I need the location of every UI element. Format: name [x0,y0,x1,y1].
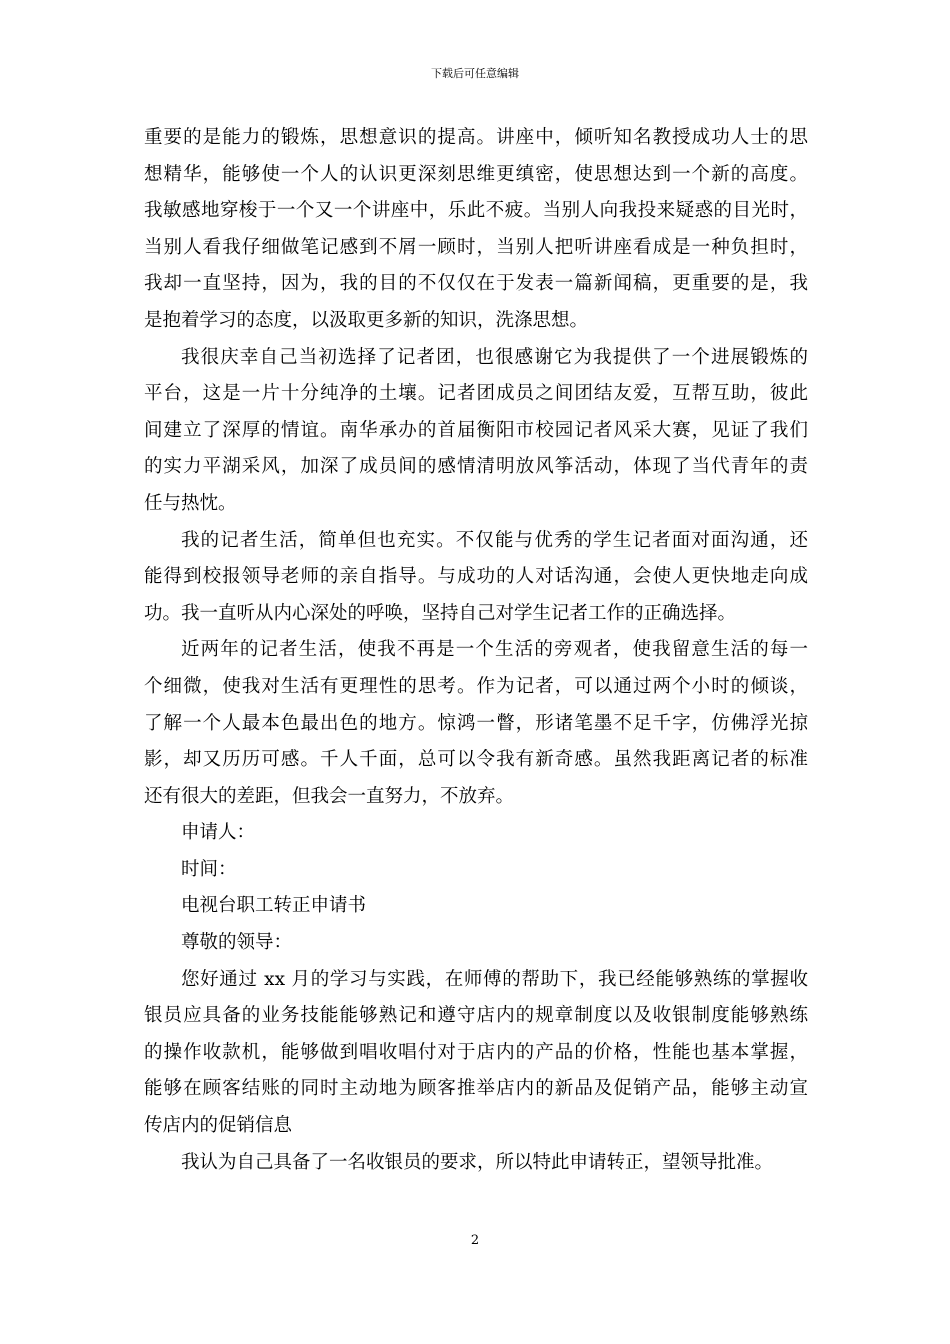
text-line: 个细微，使我对生活有更理性的思考。作为记者，可以通过两个小时的倾谈， [144,675,808,697]
text-line: 平台，这是一片十分纯净的土壤。记者团成员之间团结友爱，互帮互助，彼此 [144,383,808,405]
text-line: 当别人看我仔细做笔记感到不屑一顾时，当别人把听讲座看成是一种负担时， [144,236,808,258]
date-label: 时间： [181,858,237,880]
text-line: 能得到校报领导老师的亲自指导。与成功的人对话沟通，会使人更快地走向成 [144,566,808,588]
paragraph-start-line: 我的记者生活，简单但也充实。不仅能与优秀的学生记者面对面沟通，还 [181,529,808,551]
text-line: 间建立了深厚的情谊。南华承办的首届衡阳市校园记者风采大赛，见证了我们 [144,419,808,441]
page-header-note: 下载后可任意编辑 [431,67,519,80]
text-line: 功。我一直听从内心深处的呼唤，坚持自己对学生记者工作的正确选择。 [144,602,737,624]
text-line: 的实力平湖采风，加深了成员间的感情清明放风筝活动，体现了当代青年的责 [144,456,808,478]
text-line: 我却一直坚持，因为，我的目的不仅仅在于发表一篇新闻稿，更重要的是，我 [144,273,808,295]
applicant-label: 申请人： [181,822,256,844]
text-line: 影，却又历历可感。千人千面，总可以令我有新奇感。虽然我距离记者的标准 [144,749,808,771]
text-line: 任与热忱。 [144,492,237,514]
page-number: 2 [470,1233,480,1248]
text-line: 了解一个人最本色最出色的地方。惊鸿一瞥，形诸笔墨不足千字，仿佛浮光掠 [144,712,808,734]
paragraph-start-line: 我很庆幸自己当初选择了记者团，也很感谢它为我提供了一个进展锻炼的 [181,346,808,368]
text-line: 传店内的促销信息 [144,1115,293,1137]
text-line: 还有很大的差距，但我会一直努力，不放弃。 [144,785,515,807]
text-line: 的操作收款机，能够做到唱收唱付对于店内的产品的价格，性能也基本掌握， [144,1041,808,1063]
letter-title: 电视台职工转正申请书 [181,895,367,917]
text-line: 重要的是能力的锻炼，思想意识的提高。讲座中，倾听知名教授成功人士的思 [144,127,808,148]
text-line: 是抱着学习的态度，以汲取更多新的知识，洗涤思想。 [144,309,589,331]
salutation: 尊敬的领导： [181,932,293,954]
text-line: 想精华，能够使一个人的认识更深刻思维更缜密，使思想达到一个新的高度。 [144,163,808,185]
paragraph-start-line: 我认为自己具备了一名收银员的要求，所以特此申请转正，望领导批准。 [181,1151,774,1173]
document-body [144,120,808,1181]
text-line: 银员应具备的业务技能能够熟记和遵守店内的规章制度以及收银制度能够熟练 [144,1005,808,1027]
paragraph-start-line: 您好通过 xx 月的学习与实践，在师傅的帮助下，我已经能够熟练的掌握收 [181,968,808,990]
paragraph-start-line: 近两年的记者生活，使我不再是一个生活的旁观者，使我留意生活的每一 [181,639,808,661]
text-line: 我敏感地穿梭于一个又一个讲座中，乐此不疲。当别人向我投来疑惑的目光时， [144,200,808,222]
text-line: 能够在顾客结账的同时主动地为顾客推举店内的新品及促销产品，能够主动宣 [144,1078,808,1100]
